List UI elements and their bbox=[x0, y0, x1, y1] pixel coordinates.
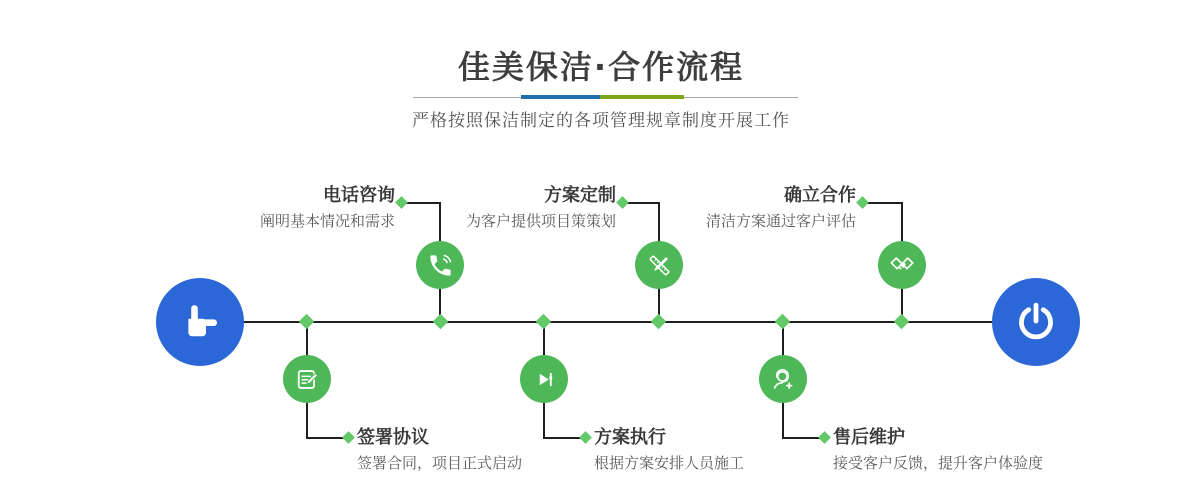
step-circle-sign bbox=[283, 355, 331, 403]
step-description: 为客户提供项目策策划 bbox=[465, 212, 616, 230]
headset-plus-icon bbox=[769, 365, 797, 393]
step-description: 阐明基本情况和需求 bbox=[259, 212, 395, 230]
step-label-plan bbox=[466, 184, 616, 232]
step-title: 方案定制 bbox=[544, 185, 616, 206]
label-diamond bbox=[818, 431, 831, 444]
timeline-node-diamond bbox=[651, 314, 667, 330]
page-subtitle: 严格按照保洁制定的各项管理规章制度开展工作 bbox=[412, 111, 790, 131]
title-divider-olive-segment bbox=[600, 95, 684, 99]
step-description: 根据方案安排人员施工 bbox=[594, 454, 745, 472]
step-label-aftersales bbox=[833, 426, 1043, 474]
step-title: 方案执行 bbox=[594, 427, 666, 448]
timeline-node-diamond bbox=[433, 314, 449, 330]
timeline-node-diamond bbox=[299, 314, 315, 330]
step-circle-aftersales bbox=[759, 355, 807, 403]
timeline-node-diamond bbox=[894, 314, 910, 330]
document-pen-icon bbox=[294, 366, 321, 393]
step-circle-execute bbox=[520, 355, 568, 403]
timeline-end-circle bbox=[992, 278, 1080, 366]
label-diamond bbox=[395, 196, 408, 209]
label-diamond bbox=[342, 431, 355, 444]
timeline-line bbox=[200, 321, 1036, 323]
pencil-ruler-icon bbox=[646, 252, 673, 279]
step-circle-plan bbox=[635, 241, 683, 289]
title-divider-blue-segment bbox=[521, 95, 600, 99]
step-description: 清洁方案通过客户评估 bbox=[705, 212, 856, 230]
step-circle-cooperation bbox=[878, 241, 926, 289]
step-title: 签署协议 bbox=[357, 427, 429, 448]
step-circle-phone bbox=[416, 241, 464, 289]
step-label-execute bbox=[594, 426, 744, 474]
timeline-start-circle bbox=[156, 278, 244, 366]
play-next-icon bbox=[531, 366, 558, 393]
label-diamond bbox=[856, 196, 869, 209]
pointing-hand-icon bbox=[176, 298, 224, 346]
step-title: 电话咨询 bbox=[323, 185, 395, 206]
handshake-icon bbox=[888, 251, 916, 279]
timeline-node-diamond bbox=[775, 314, 791, 330]
step-title: 确立合作 bbox=[784, 185, 856, 206]
step-title: 售后维护 bbox=[833, 427, 905, 448]
step-label-sign bbox=[357, 426, 522, 474]
phone-icon bbox=[427, 252, 454, 279]
step-label-phone bbox=[260, 184, 395, 232]
step-label-cooperation bbox=[706, 184, 856, 232]
step-description: 签署合同，项目正式启动 bbox=[357, 454, 523, 472]
label-diamond bbox=[579, 431, 592, 444]
label-diamond bbox=[616, 196, 629, 209]
page-title: 佳美保洁·合作流程 bbox=[457, 48, 745, 86]
timeline-node-diamond bbox=[536, 314, 552, 330]
power-icon bbox=[1013, 299, 1059, 345]
step-description: 接受客户反馈，提升客户体验度 bbox=[833, 454, 1044, 472]
